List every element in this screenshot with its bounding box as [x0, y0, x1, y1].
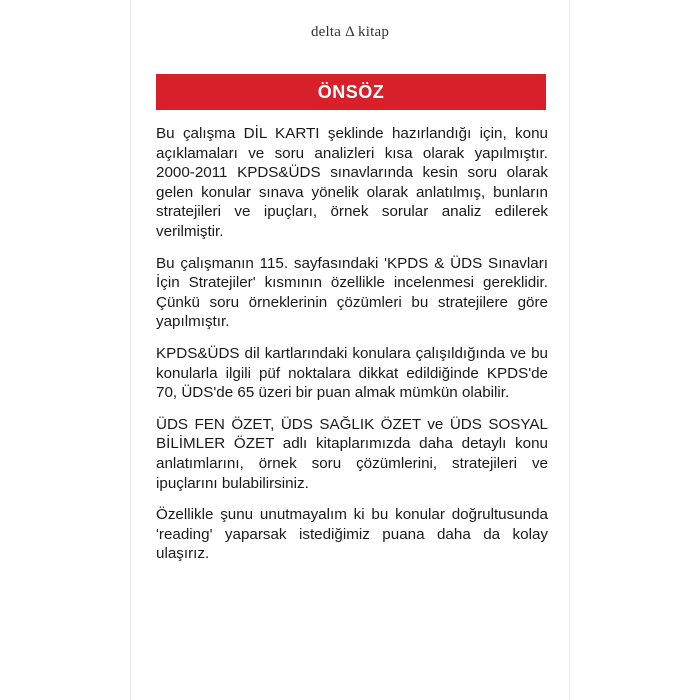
paragraph-2: Bu çalışmanın 115. sayfasındaki 'KPDS & ÜDS Sınavları İçin Stratejiler' kısmının özellikle incelenmesi gereklidir. Çünkü soru örneklerinin çözümleri bu stratejilere göre yapılmıştır.	[156, 254, 548, 331]
section-title: ÖNSÖZ	[317, 81, 385, 102]
section-banner	[156, 74, 546, 110]
book-page	[130, 0, 570, 700]
preface-body	[156, 124, 548, 576]
paragraph-3: KPDS&ÜDS dil kartlarındaki konulara çalışıldığında ve bu konularla ilgili püf noktalara dikkat edildiğinde KPDS'de 70, ÜDS'de 65 üzeri bir puan almak mümkün olabilir.	[156, 344, 548, 402]
paragraph-1: Bu çalışma DİL KARTI şeklinde hazırlandığı için, konu açıklamaları ve soru analizleri kısa olarak yapılmıştır. 2000-2011 KPDS&ÜDS sınavlarında kesin soru olarak gelen konular sınava yönelik olarak anlatılmış, bunların stratejileri ve ipuçları, örnek sorular analiz edilerek verilmiştir.	[156, 125, 548, 240]
publisher-name: delta Δ kitap	[310, 24, 390, 40]
paragraph-5: Özellikle şunu unutmayalım ki bu konular doğrultusunda 'reading' yaparsak istediğimiz puana daha da kolay ulaşırız.	[156, 506, 548, 563]
paragraph-4: ÜDS FEN ÖZET, ÜDS SAĞLIK ÖZET ve ÜDS SOSYAL BİLİMLER ÖZET adlı kitaplarımızda daha detaylı konu anlatımlarını, örnek soru çözümlerini, stratejileri ve ipuçlarını bulabilirsiniz.	[156, 415, 548, 492]
